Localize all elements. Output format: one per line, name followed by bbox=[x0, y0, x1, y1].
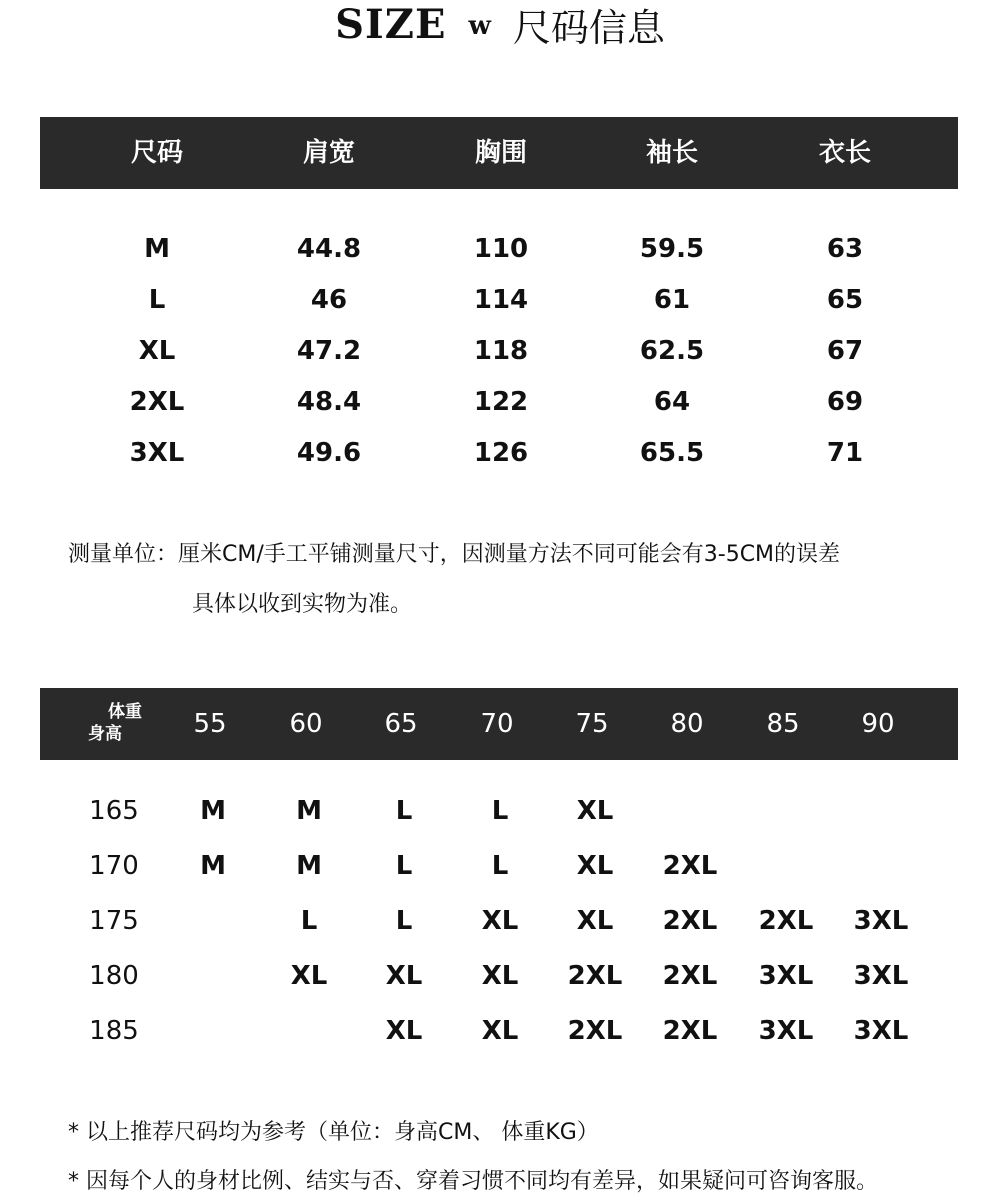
weight-header: 55 bbox=[193, 709, 227, 739]
cell: 46 bbox=[310, 285, 348, 315]
height-cell: 185 bbox=[89, 1016, 139, 1046]
table-row bbox=[0, 899, 1000, 943]
cell: 2XL bbox=[567, 1016, 623, 1046]
weight-header: 65 bbox=[384, 709, 418, 739]
cell: 49.6 bbox=[296, 438, 362, 468]
table-row bbox=[0, 1009, 1000, 1053]
cell: L bbox=[395, 796, 413, 826]
cell: XL bbox=[385, 1016, 423, 1046]
title-cn: 尺码信息 bbox=[512, 5, 665, 50]
weight-header: 85 bbox=[766, 709, 800, 739]
cell: 3XL bbox=[758, 1016, 814, 1046]
cell: 69 bbox=[826, 387, 864, 417]
cell: 48.4 bbox=[296, 387, 362, 417]
cell: XL bbox=[481, 1016, 519, 1046]
cell: 2XL bbox=[662, 1016, 718, 1046]
title-mark: w bbox=[468, 11, 491, 41]
cell: 61 bbox=[653, 285, 691, 315]
table-row bbox=[0, 431, 1000, 475]
table-row bbox=[0, 278, 1000, 322]
table-row bbox=[0, 227, 1000, 271]
cell: L bbox=[491, 796, 509, 826]
height-cell: 180 bbox=[89, 961, 139, 991]
cell: 47.2 bbox=[296, 336, 362, 366]
cell: XL bbox=[481, 961, 519, 991]
cell: 64 bbox=[653, 387, 691, 417]
table-row bbox=[0, 380, 1000, 424]
cell: XL bbox=[576, 906, 614, 936]
cell: XL bbox=[576, 851, 614, 881]
cell: 3XL bbox=[758, 961, 814, 991]
cell: 110 bbox=[473, 234, 529, 264]
height-cell: 175 bbox=[89, 906, 139, 936]
cell: 62.5 bbox=[639, 336, 705, 366]
cell: XL bbox=[481, 906, 519, 936]
page-title bbox=[0, 0, 1000, 48]
measure-note-line2: 具体以收到实物为准。 bbox=[192, 592, 413, 617]
header-length: 衣长 bbox=[818, 138, 872, 168]
cell: 126 bbox=[473, 438, 529, 468]
cell: L bbox=[148, 285, 166, 315]
weight-header: 90 bbox=[861, 709, 895, 739]
cell: 2XL bbox=[129, 387, 185, 417]
cell: 122 bbox=[473, 387, 529, 417]
cell: 2XL bbox=[567, 961, 623, 991]
cell: L bbox=[395, 851, 413, 881]
header-chest: 胸围 bbox=[474, 138, 528, 168]
cell: 114 bbox=[473, 285, 529, 315]
cell: XL bbox=[290, 961, 328, 991]
cell: L bbox=[491, 851, 509, 881]
header-size: 尺码 bbox=[130, 138, 184, 168]
cell: 2XL bbox=[662, 906, 718, 936]
cell: 71 bbox=[826, 438, 864, 468]
cell: M bbox=[200, 796, 226, 826]
cell: 3XL bbox=[129, 438, 185, 468]
height-cell: 165 bbox=[89, 796, 139, 826]
table-row bbox=[0, 789, 1000, 833]
corner-height: 身高 bbox=[88, 724, 122, 744]
cell: L bbox=[395, 906, 413, 936]
cell: 3XL bbox=[853, 961, 909, 991]
table-row bbox=[0, 844, 1000, 888]
weight-header: 60 bbox=[289, 709, 323, 739]
cell: M bbox=[296, 851, 322, 881]
weight-header: 75 bbox=[575, 709, 609, 739]
cell: 2XL bbox=[662, 851, 718, 881]
cell: 44.8 bbox=[296, 234, 362, 264]
height-cell: 170 bbox=[89, 851, 139, 881]
cell: 67 bbox=[826, 336, 864, 366]
cell: 65.5 bbox=[639, 438, 705, 468]
header-sleeve: 袖长 bbox=[645, 138, 699, 168]
corner-label bbox=[88, 702, 158, 750]
size-table-header bbox=[40, 117, 958, 189]
table-row bbox=[0, 329, 1000, 373]
reco-table-header bbox=[40, 688, 958, 760]
header-shoulder: 肩宽 bbox=[302, 138, 356, 168]
title-size: SIZE bbox=[335, 0, 447, 48]
weight-header: 70 bbox=[480, 709, 514, 739]
cell: 65 bbox=[826, 285, 864, 315]
cell: 2XL bbox=[758, 906, 814, 936]
cell: XL bbox=[138, 336, 176, 366]
cell: 2XL bbox=[662, 961, 718, 991]
cell: 3XL bbox=[853, 1016, 909, 1046]
table-row bbox=[0, 954, 1000, 998]
cell: 63 bbox=[826, 234, 864, 264]
measure-note-line1: 测量单位：厘米CM/手工平铺测量尺寸，因测量方法不同可能会有3-5CM的误差 bbox=[68, 542, 841, 567]
footnote: * 因每个人的身材比例、结实与否、穿着习惯不同均有差异，如果疑问可咨询客服。 bbox=[68, 1169, 878, 1194]
cell: 118 bbox=[473, 336, 529, 366]
cell: XL bbox=[576, 796, 614, 826]
cell: M bbox=[200, 851, 226, 881]
cell: 3XL bbox=[853, 906, 909, 936]
cell: XL bbox=[385, 961, 423, 991]
footnote: * 以上推荐尺码均为参考（单位：身高CM、 体重KG） bbox=[68, 1120, 599, 1145]
corner-weight: 体重 bbox=[108, 702, 142, 722]
cell: M bbox=[144, 234, 170, 264]
cell: L bbox=[300, 906, 318, 936]
cell: 59.5 bbox=[639, 234, 705, 264]
weight-header: 80 bbox=[670, 709, 704, 739]
cell: M bbox=[296, 796, 322, 826]
